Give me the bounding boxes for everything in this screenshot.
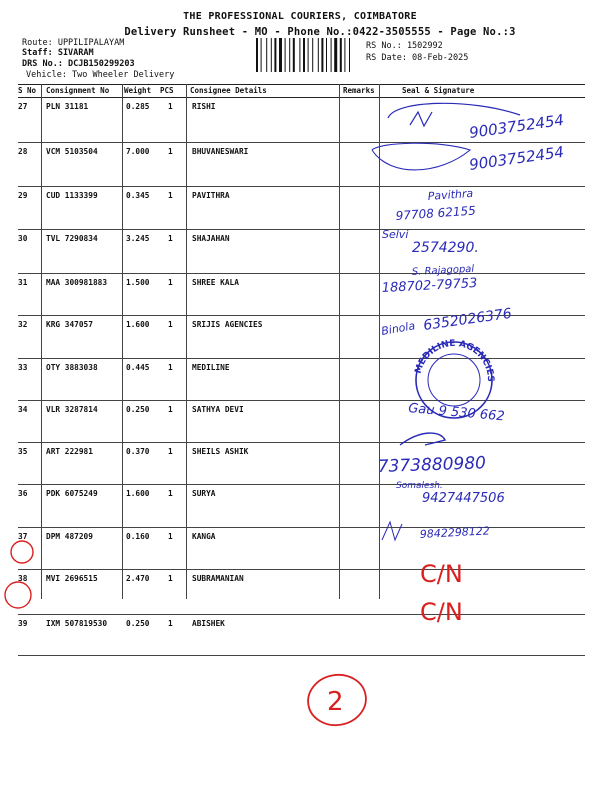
row-consignee: SHEILS ASHIK (192, 447, 249, 456)
signature-36-phone2: 9427447506 (422, 491, 505, 506)
row-consignment: OTY 3883038 (46, 363, 98, 372)
barcode-bar (312, 38, 313, 72)
row-consignment: DPM 487209 (46, 532, 93, 541)
row-consignment: PDK 6075249 (46, 489, 98, 498)
stamp-text: MEDILINE AGENCIES (413, 338, 496, 383)
barcode-bar (299, 38, 300, 72)
row-sno: 28 (18, 147, 28, 156)
row-pcs: 1 (168, 147, 173, 156)
row-weight: 2.470 (126, 574, 150, 583)
row-weight: 0.250 (126, 405, 150, 414)
barcode-bar (344, 38, 345, 72)
row-pcs: 1 (168, 489, 173, 498)
row-pcs: 1 (168, 532, 173, 541)
table-row (18, 274, 585, 316)
document-title: THE PROFESSIONAL COURIERS, COIMBATORE (183, 11, 417, 22)
header-sno: S No (18, 86, 37, 95)
barcode-bar (285, 38, 286, 72)
table-row (18, 485, 585, 528)
row-pcs: 1 (168, 102, 173, 111)
signature-31-phone: 188702-79753 (381, 276, 478, 296)
row-pcs: 1 (168, 320, 173, 329)
signature-30-name: Selvi (382, 228, 409, 241)
barcode-bar (326, 38, 327, 72)
row-consignment: TVL 7290834 (46, 234, 98, 243)
signature-29-name: Pavithra (427, 186, 474, 203)
signature-34-text: Gau 9 530 662 (407, 401, 506, 425)
signature-31-name: S. Rajagopal (411, 263, 475, 278)
row-weight: 0.250 (126, 619, 150, 628)
barcode-bar (318, 38, 319, 72)
signature-37-phone: 9842298122 (419, 524, 491, 541)
row-consignee: ABISHEK (192, 619, 225, 628)
row-sno: 27 (18, 102, 28, 111)
row-consignment: PLN 31181 (46, 102, 89, 111)
barcode-bar (340, 38, 342, 72)
row-pcs: 1 (168, 191, 173, 200)
page-mark-circle (304, 670, 370, 729)
table-row (18, 359, 585, 401)
row-consignment: MAA 300981883 (46, 278, 108, 287)
cn-mark-38: C/N (420, 560, 463, 588)
row-sno: 35 (18, 447, 28, 456)
table-row (18, 615, 585, 656)
barcode-bar (349, 38, 350, 72)
row-weight: 0.445 (126, 363, 150, 372)
runsheet-table (18, 84, 585, 656)
barcode-bar (334, 38, 337, 72)
table-row (18, 443, 585, 485)
signature-36-name: Somalesh. (396, 481, 443, 491)
row-weight: 0.285 (126, 102, 150, 111)
runsheet-subtitle: Delivery Runsheet - MO - Phone No.:0422-3505555 - Page No.:3 (124, 26, 516, 38)
barcode-bar (261, 38, 262, 72)
row-sno: 39 (18, 619, 28, 628)
header-consignment: Consignment No (46, 86, 110, 95)
row-pcs: 1 (168, 278, 173, 287)
barcode-bar (321, 38, 323, 72)
barcode-bar (256, 38, 258, 72)
row-weight: 0.160 (126, 532, 150, 541)
route-label: Route: UPPILIPALAYAM (22, 38, 125, 48)
row-sno: 33 (18, 363, 28, 372)
signature-28-phone: 9003752454 (468, 142, 566, 174)
row-consignment: KRG 347057 (46, 320, 93, 329)
barcode-bar (266, 38, 267, 72)
row-consignee: PAVITHRA (192, 191, 230, 200)
signature-30-number: 2574290. (412, 240, 479, 256)
table-row (18, 316, 585, 359)
column-divider (339, 84, 340, 599)
barcode (255, 38, 360, 72)
row-consignment: IXM 507819530 (46, 619, 108, 628)
row-weight: 3.245 (126, 234, 150, 243)
column-divider (186, 84, 187, 599)
vehicle-label: Vehicle: Two Wheeler Delivery (26, 70, 175, 80)
row-consignee: SUBRAMANIAN (192, 574, 244, 583)
barcode-bar (279, 38, 282, 72)
column-divider (379, 84, 380, 599)
table-row (18, 528, 585, 570)
row-consignee: RISHI (192, 102, 216, 111)
table-row (18, 570, 585, 615)
row-sno: 38 (18, 574, 28, 583)
row-consignee: SURYA (192, 489, 216, 498)
table-row (18, 401, 585, 443)
rs-date: RS Date: 08-Feb-2025 (366, 53, 469, 63)
row-consignee: SATHYA DEVI (192, 405, 244, 414)
row-sno: 31 (18, 278, 28, 287)
row-consignee: BHUVANESWARI (192, 147, 249, 156)
row-weight: 1.600 (126, 320, 150, 329)
table-body (18, 98, 585, 656)
rs-number: RS No.: 1502992 (366, 41, 443, 51)
row-consignment: MVI 2696515 (46, 574, 98, 583)
row-consignee: SHREE KALA (192, 278, 239, 287)
row-pcs: 1 (168, 619, 173, 628)
row-sno: 29 (18, 191, 28, 200)
header-consignee: Consignee Details (190, 86, 267, 95)
row-weight: 1.500 (126, 278, 150, 287)
table-row (18, 143, 585, 187)
barcode-bar (303, 38, 305, 72)
table-row (18, 187, 585, 230)
barcode-bar (293, 38, 295, 72)
signature-32-name: Binola (380, 319, 417, 338)
row-weight: 7.000 (126, 147, 150, 156)
row-consignment: VCM 5103504 (46, 147, 98, 156)
row-pcs: 1 (168, 405, 173, 414)
row-consignment: CUD 1133399 (46, 191, 98, 200)
drs-number: DRS No.: DCJB150299203 (22, 59, 135, 69)
row-consignee: SHAJAHAN (192, 234, 230, 243)
row-sno: 32 (18, 320, 28, 329)
row-weight: 1.600 (126, 489, 150, 498)
row-consignment: VLR 3287814 (46, 405, 98, 414)
signature-32-phone: 6352026376 (422, 305, 513, 334)
row-consignment: ART 222981 (46, 447, 93, 456)
row-pcs: 1 (168, 574, 173, 583)
table-row (18, 230, 585, 274)
header-seal-signature: Seal & Signature (402, 86, 475, 95)
cn-mark-39: C/N (420, 598, 463, 626)
row-pcs: 1 (168, 234, 173, 243)
row-sno: 36 (18, 489, 28, 498)
row-pcs: 1 (168, 363, 173, 372)
row-consignee: MEDILINE (192, 363, 230, 372)
barcode-bar (331, 38, 332, 72)
header-remarks: Remarks (343, 86, 375, 95)
staff-label: Staff: SIVARAM (22, 48, 94, 58)
barcode-bar (289, 38, 290, 72)
table-header (18, 84, 585, 98)
header-weight: Weight (124, 86, 152, 95)
row-sno: 30 (18, 234, 28, 243)
row-consignee: SRIJIS AGENCIES (192, 320, 263, 329)
table-row (18, 98, 585, 143)
column-divider (41, 84, 42, 599)
column-divider (122, 84, 123, 599)
page-mark-number: 2 (327, 687, 344, 717)
header-pcs: PCS (160, 86, 174, 95)
row-weight: 0.345 (126, 191, 150, 200)
row-sno: 37 (18, 532, 28, 541)
signature-27-phone: 9003752454 (468, 110, 566, 142)
barcode-bar (274, 38, 276, 72)
barcode-bar (308, 38, 309, 72)
signature-29-phone: 97708 62155 (395, 203, 477, 223)
row-pcs: 1 (168, 447, 173, 456)
row-weight: 0.370 (126, 447, 150, 456)
row-sno: 34 (18, 405, 28, 414)
barcode-bar (271, 38, 272, 72)
row-consignee: KANGA (192, 532, 216, 541)
signature-36-phone: 7373880980 (377, 453, 487, 477)
